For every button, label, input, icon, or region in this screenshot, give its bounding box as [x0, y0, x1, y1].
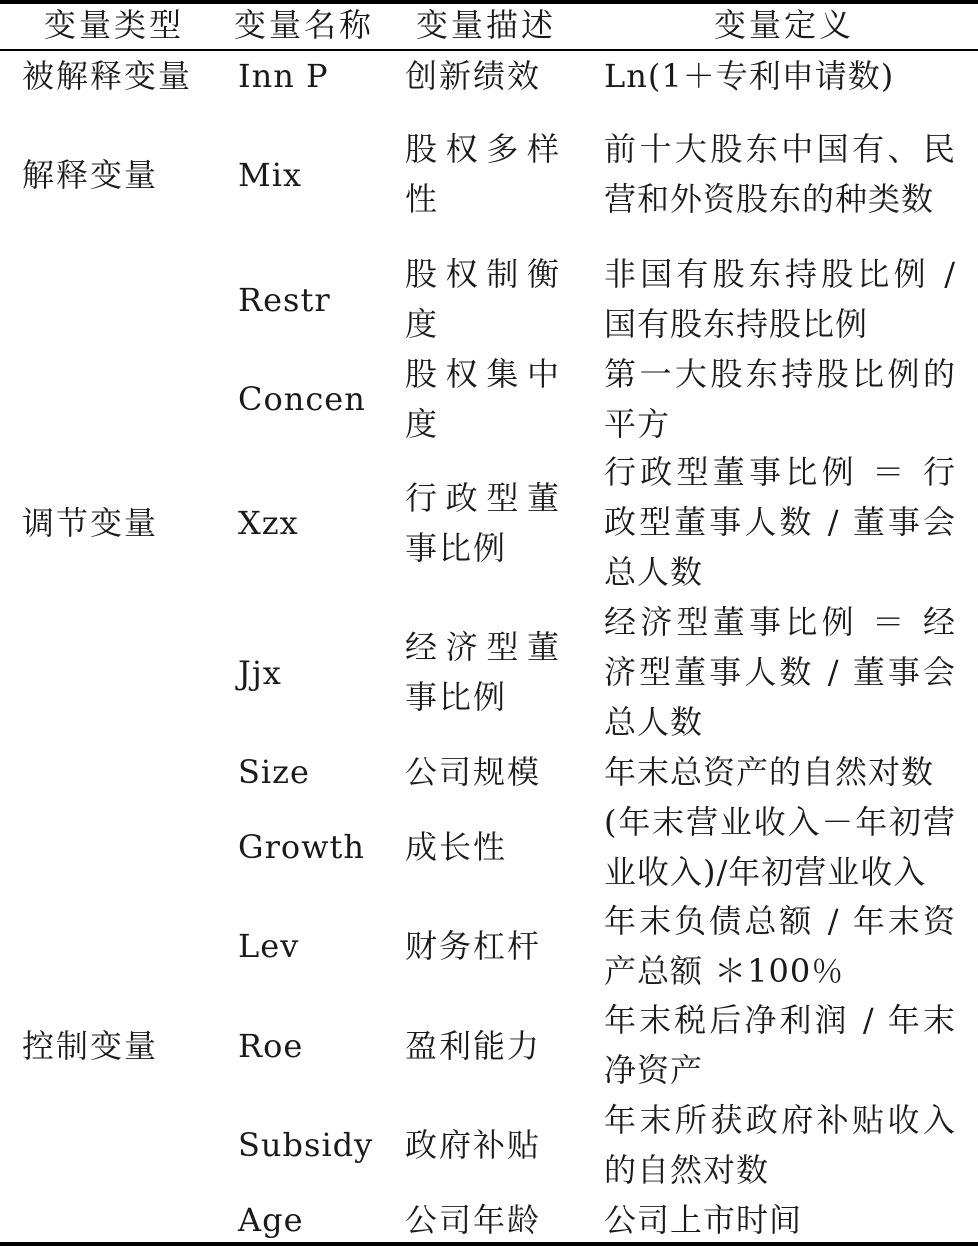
- header-variable-type: 变量类型: [44, 6, 185, 44]
- table-row-description: 行政型董事比例: [405, 479, 561, 567]
- table-row-name: Restr: [238, 281, 331, 319]
- table-row-description: 经济型董事比例: [405, 628, 561, 716]
- table-row-name: Roe: [238, 1027, 304, 1065]
- header-variable-name: 变量名称: [234, 6, 375, 44]
- table-row-description: 政府补贴: [405, 1126, 542, 1164]
- table-row-definition: 年末所获政府补贴收入的自然对数: [604, 1101, 956, 1189]
- table-row-name: Xzx: [238, 504, 299, 542]
- table-row-name: Growth: [238, 828, 365, 866]
- table-row-name: Subsidy: [238, 1126, 374, 1164]
- table-row-name: Size: [238, 753, 310, 791]
- table-row-definition: 公司上市时间: [604, 1201, 803, 1239]
- table-row-definition: 前十大股东中国有、民营和外资股东的种类数: [604, 130, 956, 218]
- table-row-definition: 年末负债总额 / 年末资产总额 ＊100％: [604, 902, 956, 990]
- group-explanatory: 解释变量: [22, 156, 159, 194]
- table-row-definition: 行政型董事比例 ＝ 行政型董事人数 / 董事会总人数: [604, 453, 956, 591]
- table-row-definition: 非国有股东持股比例 / 国有股东持股比例: [604, 255, 956, 343]
- table-row-description: 成长性: [405, 828, 508, 866]
- table-row-definition: 年末税后净利润 / 年末净资产: [604, 1001, 956, 1089]
- table-row-definition: 年末总资产的自然对数: [604, 753, 935, 791]
- header-variable-definition: 变量定义: [714, 6, 855, 44]
- table-row-description: 公司规模: [405, 753, 542, 791]
- group-moderating: 调节变量: [22, 504, 159, 542]
- table-row-definition: Ln(1＋专利申请数): [604, 57, 895, 95]
- table-row-name: Age: [238, 1201, 304, 1239]
- table-row-name: Mix: [238, 156, 303, 194]
- table-row-name: Concen: [238, 380, 366, 418]
- table-row-description: 股权多样性: [405, 130, 561, 218]
- table-row-description: 公司年龄: [405, 1201, 542, 1239]
- group-control: 控制变量: [22, 1027, 159, 1065]
- table-row-definition: 第一大股东持股比例的平方: [604, 355, 956, 443]
- table-row-definition: (年末营业收入－年初营业收入)/年初营业收入: [604, 803, 956, 891]
- table-row-name: Jjx: [238, 654, 282, 692]
- table-row-description: 股权制衡度: [405, 255, 561, 343]
- table-row-name: Lev: [238, 927, 300, 965]
- table-row-description: 财务杠杆: [405, 927, 542, 965]
- table-row-description: 股权集中度: [405, 355, 561, 443]
- group-dependent: 被解释变量: [22, 57, 193, 95]
- table-row-definition: 经济型董事比例 ＝ 经济型董事人数 / 董事会总人数: [604, 603, 956, 741]
- header-variable-description: 变量描述: [416, 6, 557, 44]
- table-row-description: 创新绩效: [405, 57, 542, 95]
- table-row-description: 盈利能力: [405, 1027, 542, 1065]
- table-row-name: Inn P: [238, 57, 329, 95]
